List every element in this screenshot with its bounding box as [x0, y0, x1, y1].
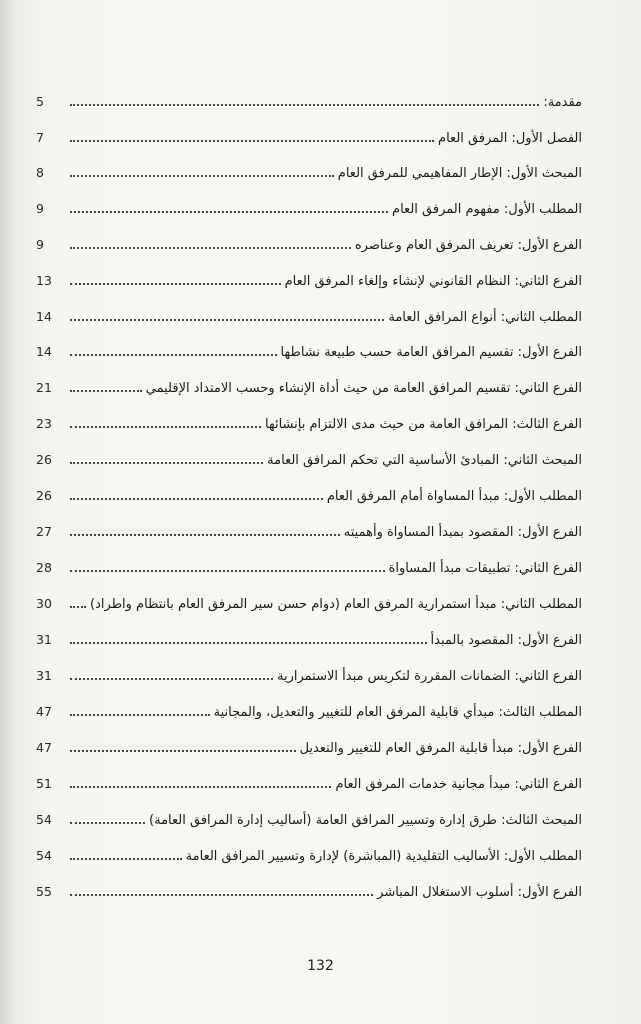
toc-entry-title: المطلب الثاني: أنواع المرافق العامة	[388, 310, 582, 325]
toc-page-number: 23	[36, 415, 52, 431]
toc-entry	[36, 768, 582, 792]
toc-entry	[36, 444, 582, 468]
toc-entry-title: المبحث الثاني: المبادئ الأساسية التي تحكم المرافق العامة	[267, 453, 582, 468]
toc-entry	[36, 336, 582, 360]
toc-entry	[36, 804, 582, 828]
toc-entry	[36, 480, 582, 504]
toc-entry	[36, 588, 582, 612]
toc-entry-title: المطلب الثاني: مبدأ استمرارية المرفق العام (دوام حسن سير المرفق العام بانتظام واطراد)	[90, 597, 582, 612]
toc-page-number: 13	[36, 272, 52, 288]
toc-entry-title: الفرع الثاني: مبدأ مجانية خدمات المرفق العام	[335, 777, 582, 792]
leader-dots	[70, 642, 427, 644]
toc-page-number: 9	[36, 200, 44, 216]
toc-entry-title: الفرع الثاني: الضمانات المقررة لتكريس مبدأ الاستمرارية	[277, 669, 582, 684]
toc-page-number: 5	[36, 93, 44, 109]
leader-dots	[70, 570, 385, 572]
leader-dots	[70, 462, 263, 464]
toc-page-number: 14	[36, 308, 52, 324]
leader-dots	[70, 498, 323, 500]
leader-dots	[70, 175, 334, 177]
toc-page-number: 31	[36, 667, 52, 683]
leader-dots	[70, 140, 434, 142]
toc-page-number: 31	[36, 631, 52, 647]
toc-entry	[36, 122, 582, 146]
leader-dots	[70, 786, 331, 788]
toc-entry-title: المبحث الثالث: طرق إدارة وتسيير المرافق العامة (أساليب إدارة المرافق العامة)	[149, 813, 582, 828]
toc-entry-title: الفرع الأول: تقسيم المرافق العامة حسب طبيعة نشاطها	[280, 345, 582, 360]
toc-page-number: 47	[36, 739, 52, 755]
toc-page-number: 27	[36, 523, 52, 539]
leader-dots	[70, 319, 384, 321]
toc-entry-title: الفرع الأول: مبدأ قابلية المرفق العام للتغيير والتعديل	[299, 741, 582, 756]
toc-page-number: 8	[36, 164, 44, 180]
toc-page-number: 47	[36, 703, 52, 719]
page-number: 132	[307, 958, 334, 974]
leader-dots	[70, 750, 296, 752]
toc-entry-title: الفرع الأول: أسلوب الاستغلال المباشر	[377, 885, 582, 900]
toc-entry	[36, 660, 582, 684]
toc-page-number: 7	[36, 129, 44, 145]
toc-page-number: 54	[36, 847, 52, 863]
toc-entry-title: المطلب الأول: الأساليب التقليدية (المباشرة) لإدارة وتسيير المرافق العامة	[185, 849, 582, 864]
toc-entry-title: المطلب الأول: مبدأ المساواة أمام المرفق العام	[326, 489, 582, 504]
toc-page-number: 14	[36, 343, 52, 359]
leader-dots	[70, 858, 182, 860]
toc-entry-title: المبحث الأول: الإطار المفاهيمي للمرفق العام	[337, 166, 582, 181]
toc-page-number: 26	[36, 451, 52, 467]
toc-entry-title: الفرع الثالث: المرافق العامة من حيث مدى الالتزام بإنشائها	[265, 417, 582, 432]
toc-entry-title: مقدمة:	[543, 95, 582, 110]
leader-dots	[70, 822, 145, 824]
toc-entry	[36, 372, 582, 396]
toc-entry-title: الفصل الأول: المرفق العام	[438, 131, 582, 146]
toc-entry-title: الفرع الثاني: تطبيقات مبدأ المساواة	[388, 561, 582, 576]
toc-entry-title: الفرع الأول: تعريف المرفق العام وعناصره	[354, 238, 582, 253]
toc-entry-title: الفرع الثاني: النظام القانوني لإنشاء وإلغاء المرفق العام	[284, 274, 582, 289]
leader-dots	[70, 714, 210, 716]
leader-dots	[70, 283, 281, 285]
leader-dots	[70, 104, 539, 106]
leader-dots	[70, 606, 86, 608]
toc-entry	[36, 840, 582, 864]
toc-entry	[36, 552, 582, 576]
toc-entry	[36, 301, 582, 325]
toc-page-number: 30	[36, 595, 52, 611]
toc-entry	[36, 408, 582, 432]
toc-page-number: 21	[36, 379, 52, 395]
leader-dots	[70, 390, 142, 392]
toc-page-number: 28	[36, 559, 52, 575]
toc-entry-title: المطلب الأول: مفهوم المرفق العام	[392, 202, 582, 217]
toc-entry-title: المطلب الثالث: مبدأي قابلية المرفق العام للتغيير والتعديل، والمجانية	[213, 705, 582, 720]
toc-entry	[36, 193, 582, 217]
toc-entry	[36, 732, 582, 756]
leader-dots	[70, 534, 340, 536]
leader-dots	[70, 426, 261, 428]
leader-dots	[70, 247, 351, 249]
leader-dots	[70, 354, 277, 356]
toc-entry	[36, 86, 582, 110]
toc-page-number: 55	[36, 883, 52, 899]
toc-page-number: 26	[36, 487, 52, 503]
toc-entry	[36, 876, 582, 900]
leader-dots	[70, 678, 273, 680]
toc-entry-title: الفرع الأول: المقصود بمبدأ المساواة وأهميته	[343, 525, 582, 540]
leader-dots	[70, 211, 388, 213]
toc-page-number: 9	[36, 236, 44, 252]
toc-entry	[36, 157, 582, 181]
toc-entry	[36, 696, 582, 720]
toc-page-number: 54	[36, 811, 52, 827]
toc-page-number: 51	[36, 775, 52, 791]
toc-entry	[36, 265, 582, 289]
toc-entry	[36, 624, 582, 648]
toc-entry-title: الفرع الثاني: تقسيم المرافق العامة من حيث أداة الإنشاء وحسب الامتداد الإقليمي	[145, 381, 582, 396]
toc-entry	[36, 229, 582, 253]
toc-entry	[36, 516, 582, 540]
leader-dots	[70, 894, 373, 896]
toc-entry-title: الفرع الأول: المقصود بالمبدأ	[430, 633, 582, 648]
